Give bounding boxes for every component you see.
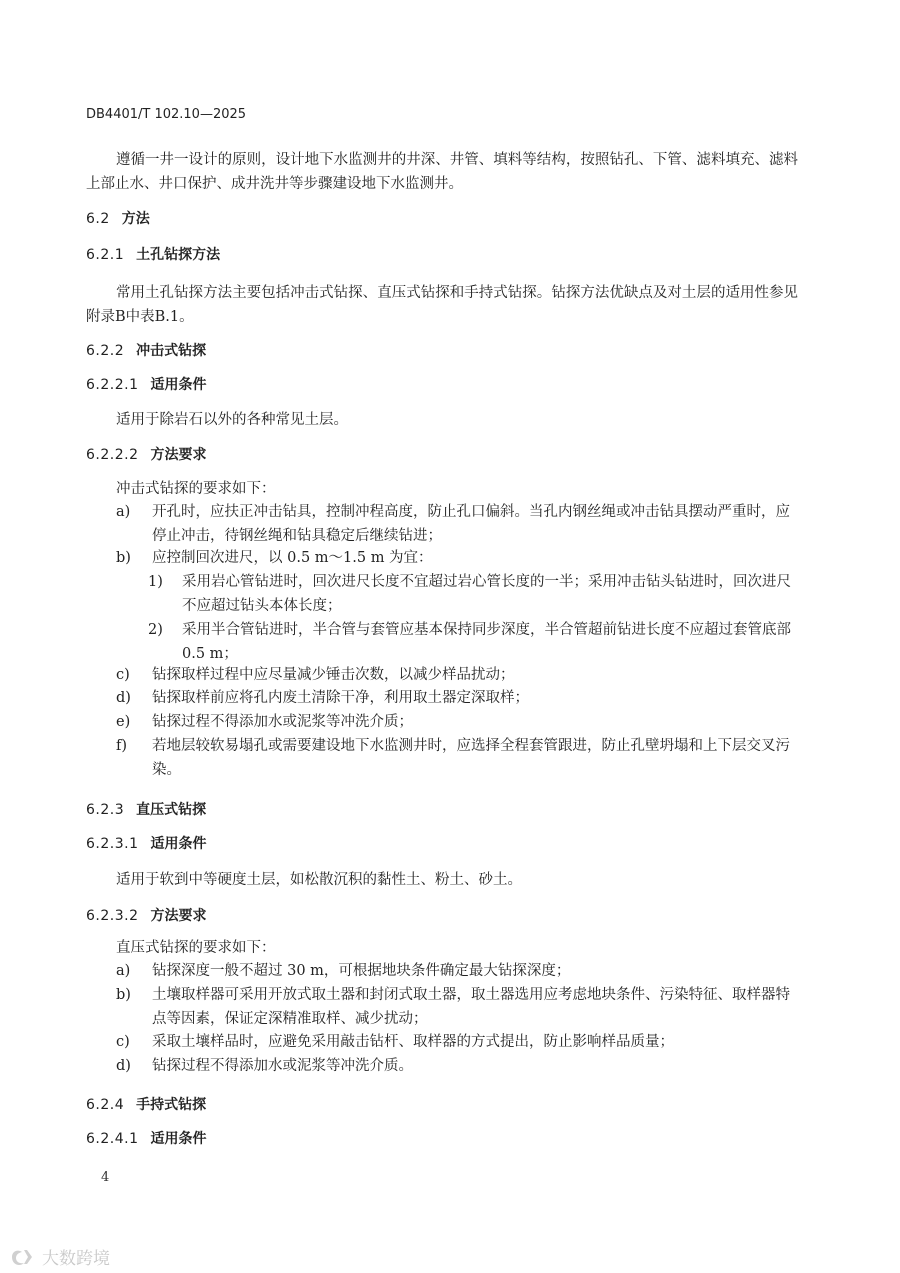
list-text: 钻探取样过程中应尽量减少锤击次数，以减少样品扰动； <box>152 667 515 683</box>
lead-6-2-3-2: 直压式钻探的要求如下： <box>116 940 276 956</box>
section-title: 适用条件 <box>150 377 207 393</box>
list-text: 土壤取样器可采用开放式取土器和封闭式取土器，取土器选用应考虑地块条件、污染特征、取样器特点等因素，保证定深精准取样、减少扰动； <box>152 987 790 1027</box>
list-marker: b) <box>116 987 131 1003</box>
list-marker: d) <box>116 690 131 706</box>
list-text: 采用半合管钻进时，半合管与套管应基本保持同步深度，半合管超前钻进长度不应超过套管底部 0.5 m； <box>182 622 791 662</box>
sub-item-1 <box>148 570 798 618</box>
list-item-e <box>116 710 798 734</box>
heading-6-2-3-2 <box>86 905 206 925</box>
list-item-b <box>116 546 798 570</box>
list-marker: 1) <box>148 574 163 590</box>
list-text: 采用岩心管钻进时，回次进尺长度不宜超过岩心管长度的一半；采用冲击钻头钻进时，回次进尺不应超过钻头本体长度； <box>182 574 791 614</box>
heading-6-2-2-2 <box>86 444 206 464</box>
list-marker: e) <box>116 714 131 730</box>
list-text: 钻探过程不得添加水或泥浆等冲洗介质； <box>152 714 413 730</box>
heading-6-2-4-1 <box>86 1128 206 1148</box>
list-item-c <box>116 663 798 687</box>
lead-6-2-2-2: 冲击式钻探的要求如下： <box>116 481 276 497</box>
list-marker: 2) <box>148 622 163 638</box>
list-text: 采取土壤样品时，应避免采用敲击钻杆、取样器的方式提出，防止影响样品质量； <box>152 1034 674 1050</box>
section-number: 6.2.4 <box>86 1097 125 1113</box>
list-item-b <box>116 983 798 1031</box>
section-title: 适用条件 <box>150 1131 207 1147</box>
list-marker: d) <box>116 1058 131 1074</box>
list-text: 开孔时，应扶正冲击钻具，控制冲程高度，防止孔口偏斜。当孔内钢丝绳或冲击钻具摆动严重时，应停止冲击，待钢丝绳和钻具稳定后继续钻进； <box>152 504 790 544</box>
heading-6-2-4 <box>86 1094 206 1114</box>
section-title: 土孔钻探方法 <box>136 247 221 263</box>
list-item-a <box>116 959 798 983</box>
section-number: 6.2.3 <box>86 802 125 818</box>
sub-item-2 <box>148 618 798 666</box>
section-title: 手持式钻探 <box>136 1097 207 1113</box>
list-marker: c) <box>116 667 130 683</box>
list-item-c <box>116 1030 798 1054</box>
list-text: 钻探取样前应将孔内废土清除干净，利用取土器定深取样； <box>152 690 529 706</box>
brand-logo-icon <box>8 1246 38 1268</box>
heading-6-2-2 <box>86 340 206 360</box>
paragraph-6-2-2-1: 适用于除岩石以外的各种常见土层。 <box>116 412 348 428</box>
list-item-a <box>116 500 798 548</box>
section-title: 直压式钻探 <box>136 802 207 818</box>
section-number: 6.2.2.1 <box>86 377 139 393</box>
section-title: 方法要求 <box>150 447 207 463</box>
section-number: 6.2.1 <box>86 247 125 263</box>
section-number: 6.2.3.2 <box>86 908 139 924</box>
list-marker: a) <box>116 504 131 520</box>
paragraph-6-2-1: 常用土孔钻探方法主要包括冲击式钻探、直压式钻探和手持式钻探。钻探方法优缺点及对土层的适用性参见附录B中表B.1。 <box>86 285 798 325</box>
heading-6-2-3-1 <box>86 833 206 853</box>
watermark-text: 大数跨境 <box>42 1249 110 1269</box>
list-marker: c) <box>116 1034 130 1050</box>
page-number: 4 <box>101 1170 110 1185</box>
list-marker: a) <box>116 963 131 979</box>
section-number: 6.2 <box>86 211 110 227</box>
list-text: 应控制回次进尺，以 0.5 m～1.5 m 为宜： <box>152 550 433 566</box>
heading-6-2-3 <box>86 799 206 819</box>
section-number: 6.2.2 <box>86 343 125 359</box>
heading-6-2-1 <box>86 244 220 264</box>
heading-6-2-2-1 <box>86 374 206 394</box>
list-text: 若地层较软易塌孔或需要建设地下水监测井时，应选择全程套管跟进，防止孔壁坍塌和上下层交叉污染。 <box>152 738 790 778</box>
heading-6-2 <box>86 208 150 228</box>
section-title: 方法要求 <box>150 908 207 924</box>
section-title: 适用条件 <box>150 836 207 852</box>
document-code: DB4401/T 102.10—2025 <box>86 107 247 122</box>
list-marker: f) <box>116 738 128 754</box>
list-text: 钻探过程不得添加水或泥浆等冲洗介质。 <box>152 1058 413 1074</box>
section-title: 冲击式钻探 <box>136 343 207 359</box>
list-item-d <box>116 686 798 710</box>
list-text: 钻探深度一般不超过 30 m，可根据地块条件确定最大钻探深度； <box>152 963 571 979</box>
paragraph-6-2-3-1: 适用于软到中等硬度土层，如松散沉积的黏性土、粉土、砂土。 <box>116 872 522 888</box>
intro-paragraph: 遵循一井一设计的原则，设计地下水监测井的井深、井管、填料等结构，按照钻孔、下管、滤料填充、滤料上部止水、井口保护、成井洗井等步骤建设地下水监测井。 <box>86 152 798 192</box>
section-number: 6.2.2.2 <box>86 447 139 463</box>
watermark <box>8 1244 110 1269</box>
section-number: 6.2.4.1 <box>86 1131 139 1147</box>
list-item-d <box>116 1054 798 1078</box>
list-marker: b) <box>116 550 131 566</box>
list-item-f <box>116 734 798 782</box>
section-number: 6.2.3.1 <box>86 836 139 852</box>
section-title: 方法 <box>121 211 150 227</box>
